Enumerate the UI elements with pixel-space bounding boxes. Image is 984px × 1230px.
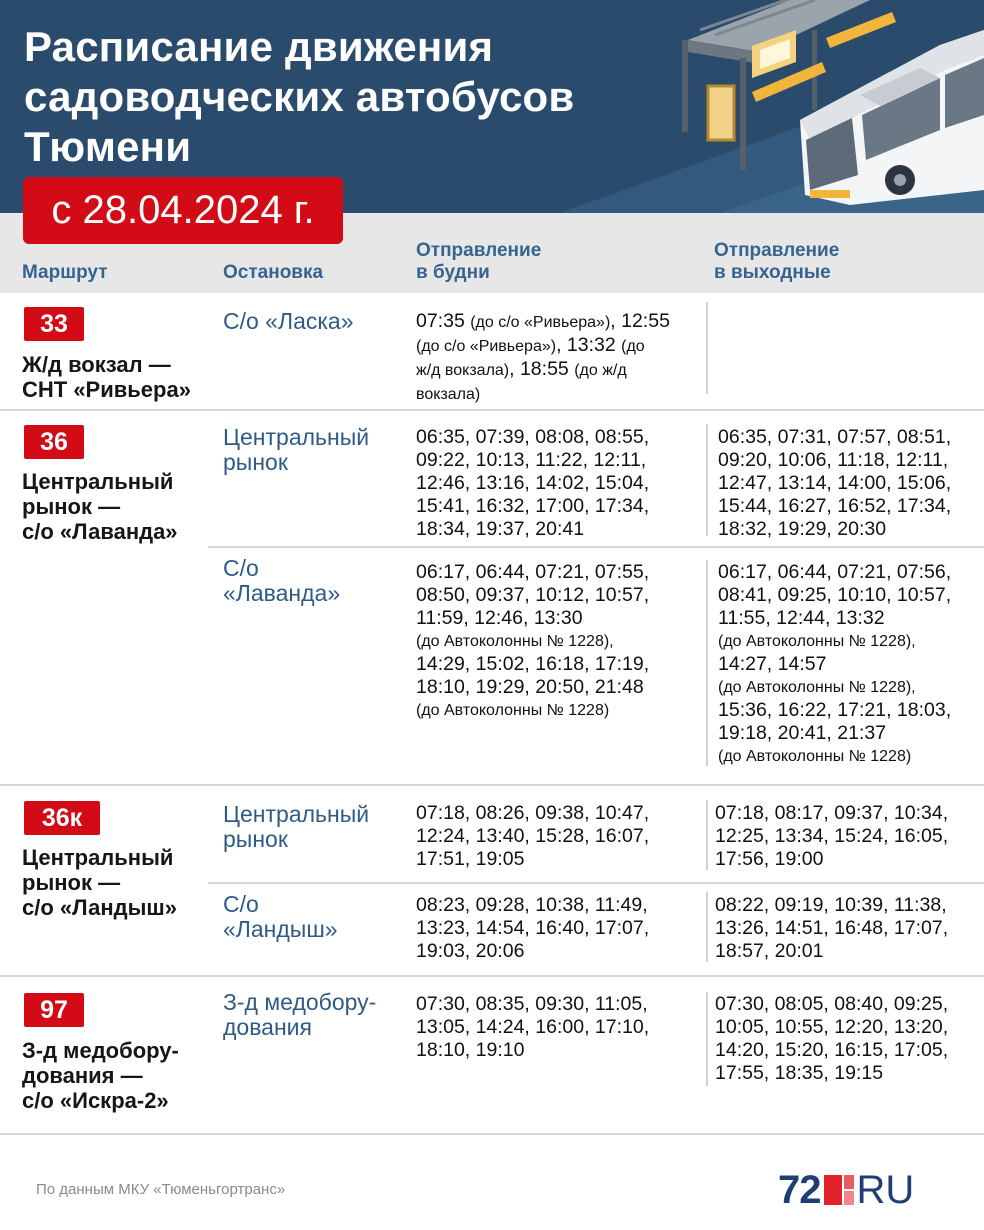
column-header-weekend-line1: Отправление [714,240,840,261]
route-name-line: с/о «Ландыш» [22,895,177,920]
route-number-badge: 97 [24,993,84,1027]
column-divider [706,424,708,536]
row-divider [0,409,984,411]
time-line: 06:35, 07:31, 07:57, 08:51, [718,426,952,448]
stop-name-line: «Лаванда» [223,580,341,606]
time-line: 07:18, 08:17, 09:37, 10:34, [715,802,949,824]
stop-name [223,556,403,606]
time-line: 08:23, 09:28, 10:38, 11:49, [416,894,648,916]
time-line: 13:23, 14:54, 16:40, 17:07, [416,917,650,939]
time-line: 14:29, 15:02, 16:18, 17:19, [416,653,650,675]
time-line: 12:46, 13:16, 14:02, 15:04, [416,472,650,494]
route-name-line: рынок — [22,870,121,895]
row-divider [0,975,984,977]
time-note: ж/д вокзала) [416,362,510,379]
time-line: 13:26, 14:51, 16:48, 17:07, [715,917,949,939]
column-header-weekday-line1: Отправление [416,240,542,261]
time-line: 06:35, 07:39, 08:08, 08:55, [416,426,650,448]
time-note: (до Автоколонны № 1228), [718,679,916,696]
time-line: 17:51, 19:05 [416,848,525,870]
weekday-times [416,561,700,722]
weekday-times [416,993,700,1062]
time-line: 19:03, 20:06 [416,940,525,962]
route-name-line: дования — [22,1063,143,1088]
time-line: 07:30, 08:35, 09:30, 11:05, [416,993,648,1015]
column-divider [706,560,708,766]
time-text: , 12:55 [610,310,670,332]
route-name-line: Центральный [22,469,174,494]
stop-divider [208,546,984,548]
date-badge: с 28.04.2024 г. [23,177,343,244]
time-line: 11:55, 12:44, 13:32 [718,607,885,629]
weekday-times [416,894,700,963]
time-line: 18:10, 19:29, 20:50, 21:48 [416,676,644,698]
route-name [22,469,212,544]
route-number-badge: 36 [24,425,84,459]
column-header-weekend [714,240,839,284]
time-line: 08:50, 09:37, 10:12, 10:57, [416,584,650,606]
route-name-line: Центральный [22,845,174,870]
route-name-line: рынок — [22,494,121,519]
time-note: (до [621,338,645,355]
column-header-weekday [416,240,541,284]
logo-number: 72 [778,1168,821,1212]
time-note: вокзала) [416,386,481,403]
time-line: 18:32, 19:29, 20:30 [718,518,887,540]
time-line: 12:24, 13:40, 15:28, 16:07, [416,825,650,847]
time-line: 14:27, 14:57 [718,653,827,675]
route-name-line: с/о «Лаванда» [22,519,178,544]
column-header-weekday-line2: в будни [416,262,490,283]
stop-name-line: Центральный [223,424,370,450]
time-note: (до Автоколонны № 1228), [718,633,916,650]
weekend-times [715,993,984,1085]
time-line: 09:20, 10:06, 11:18, 12:11, [718,449,949,471]
time-text: , 18:55 [509,358,575,380]
stop-name-line: З-д медобору- [223,989,377,1015]
time-line: 08:41, 09:25, 10:10, 10:57, [718,584,952,606]
time-line [416,358,700,382]
time-line: 15:44, 16:27, 16:52, 17:34, [718,495,952,517]
page-title [24,22,574,172]
time-note: (до Автоколонны № 1228), [416,633,614,650]
time-line: 11:59, 12:46, 13:30 [416,607,583,629]
time-note: (до ж/д [574,362,627,379]
time-line [416,382,700,406]
time-line: 07:30, 08:05, 08:40, 09:25, [715,993,949,1015]
stop-name [223,309,403,334]
time-line: 18:57, 20:01 [715,940,824,962]
time-line: 10:05, 10:55, 12:20, 13:20, [715,1016,949,1038]
time-line: 17:55, 18:35, 19:15 [715,1062,884,1084]
time-line: 12:25, 13:34, 15:24, 16:05, [715,825,949,847]
stop-name [223,425,403,475]
route-name [22,1038,212,1113]
time-line: 07:18, 08:26, 09:38, 10:47, [416,802,650,824]
time-note: (до Автоколонны № 1228) [416,702,610,719]
stop-name-line: «Ландыш» [223,916,338,942]
weekend-times [718,426,984,541]
time-line: 19:18, 20:41, 21:37 [718,722,887,744]
title-line-1: Расписание движения [24,23,494,70]
stop-name-line: рынок [223,826,288,852]
column-divider [706,892,708,962]
weekend-times [715,894,984,963]
time-line: 13:05, 14:24, 16:00, 17:10, [416,1016,650,1038]
weekday-times [416,310,700,406]
weekend-times [715,802,984,871]
time-note: (до с/о «Ривьера») [470,314,611,331]
route-number-badge: 36к [24,801,100,835]
time-note: (до с/о «Ривьера») [416,338,557,355]
stop-name-line: Центральный [223,801,370,827]
time-line: 14:20, 15:20, 16:15, 17:05, [715,1039,949,1061]
logo-square-icon [824,1175,854,1205]
time-line: 06:17, 06:44, 07:21, 07:55, [416,561,650,583]
route-name-line: Ж/д вокзал — [22,352,171,377]
stop-name-line: С/о [223,891,259,917]
time-line: 06:17, 06:44, 07:21, 07:56, [718,561,952,583]
route-name [22,352,212,402]
time-line [416,334,700,358]
stop-name [223,802,403,852]
weekday-times [416,802,700,871]
time-text: , 13:32 [556,334,622,356]
route-name [22,845,212,920]
stop-name [223,990,403,1040]
source-note: По данным МКУ «Тюменьгортранс» [36,1181,286,1198]
time-line: 09:22, 10:13, 11:22, 12:11, [416,449,647,471]
weekend-times [718,561,984,768]
stop-name [223,892,403,942]
column-header-weekend-line2: в выходные [714,262,831,283]
column-header-stop: Остановка [223,262,324,283]
time-line: 18:10, 19:10 [416,1039,525,1061]
row-divider [0,1133,984,1135]
column-divider [706,800,708,870]
time-line: 15:41, 16:32, 17:00, 17:34, [416,495,650,517]
title-line-2: садоводческих автобусов [24,73,575,120]
column-divider [706,992,708,1086]
time-line: 12:47, 13:14, 14:00, 15:06, [718,472,952,494]
column-divider [706,302,708,394]
logo-domain: RU [856,1168,915,1212]
route-number-badge: 33 [24,307,84,341]
time-line: 08:22, 09:19, 10:39, 11:38, [715,894,947,916]
title-line-3: Тюмени [24,123,192,170]
time-text: 07:35 [416,310,471,332]
weekday-times [416,426,700,541]
time-note: (до Автоколонны № 1228) [718,748,912,765]
time-line [416,310,700,334]
stop-name-line: С/о [223,555,259,581]
time-line: 17:56, 19:00 [715,848,824,870]
column-header-route: Маршрут [22,262,108,283]
site-logo[interactable] [778,1170,914,1210]
route-name-line: с/о «Искра-2» [22,1088,169,1113]
route-name-line: СНТ «Ривьера» [22,377,191,402]
stop-name-line: рынок [223,449,288,475]
time-line: 18:34, 19:37, 20:41 [416,518,585,540]
time-line: 15:36, 16:22, 17:21, 18:03, [718,699,952,721]
stop-name-line: С/о «Ласка» [223,308,354,334]
stop-name-line: дования [223,1014,312,1040]
stop-divider [208,882,984,884]
row-divider [0,784,984,786]
route-name-line: З-д медобору- [22,1038,179,1063]
